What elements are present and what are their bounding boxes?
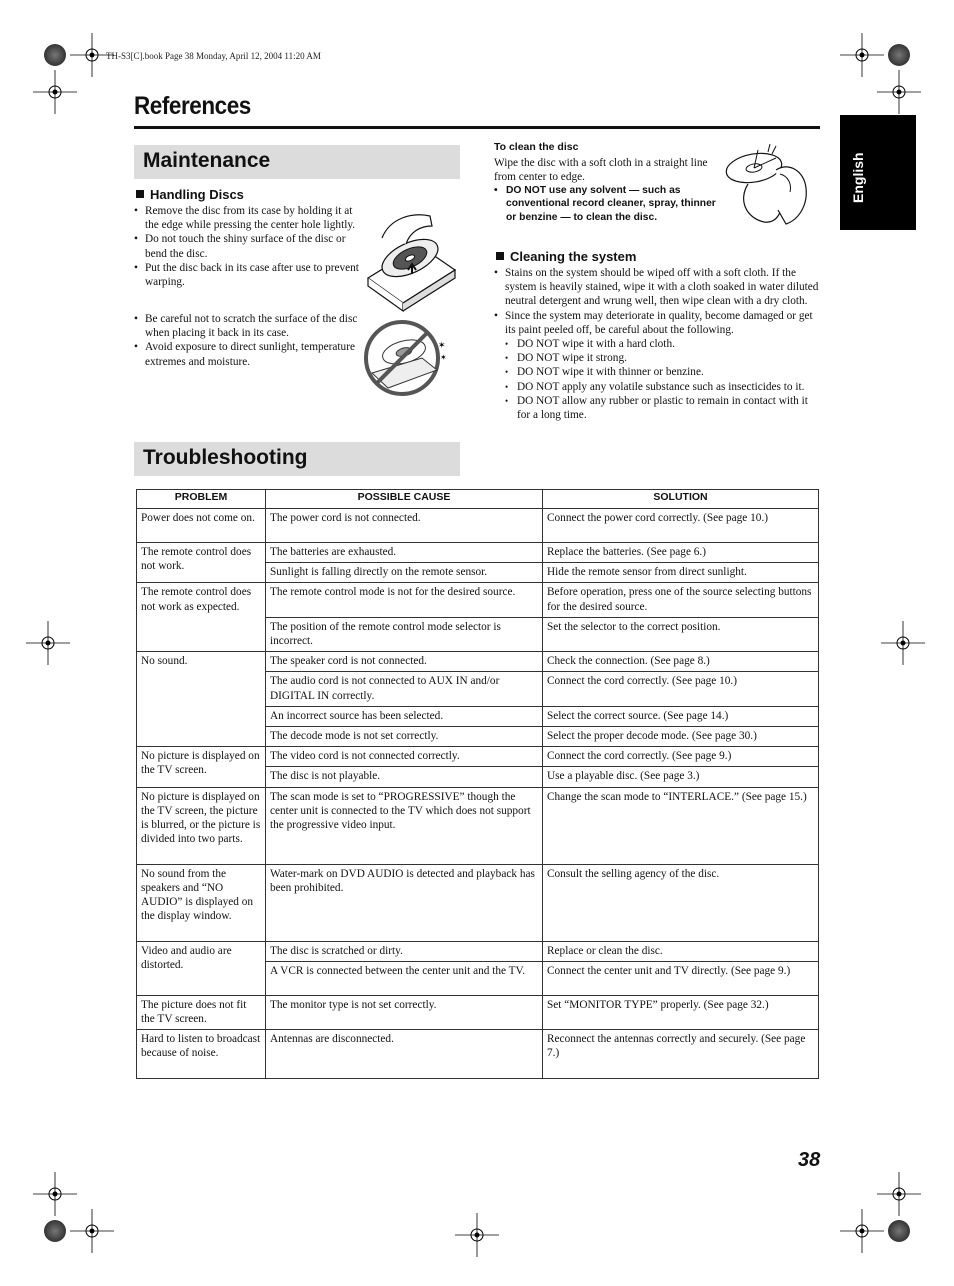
column-header-cause: POSSIBLE CAUSE (266, 490, 543, 509)
solution-cell: Select the proper decode mode. (See page 30.) (543, 727, 819, 747)
solution-cell: Consult the selling agency of the disc. (543, 864, 819, 941)
cause-cell: Sunlight is falling directly on the remote sensor. (266, 563, 543, 583)
solution-cell: Connect the cord correctly. (See page 10.) (543, 672, 819, 706)
cleaning-system-heading: Cleaning the system (496, 249, 636, 264)
solution-cell: Use a playable disc. (See page 3.) (543, 767, 819, 787)
square-bullet-icon (136, 190, 144, 198)
table-row (137, 543, 819, 563)
solution-cell: Before operation, press one of the source selecting buttons for the desired source. (543, 583, 819, 617)
handling-bullets-2 (134, 312, 359, 369)
maintenance-heading: Maintenance (143, 149, 271, 172)
solution-cell: Connect the power cord correctly. (See page 10.) (543, 509, 819, 543)
problem-cell: No sound from the speakers and “NO AUDIO” is displayed on the display window. (137, 864, 266, 941)
cause-cell: The power cord is not connected. (266, 509, 543, 543)
solution-cell: Change the scan mode to “INTERLACE.” (See page 15.) (543, 787, 819, 864)
cause-cell: The monitor type is not set correctly. (266, 995, 543, 1029)
title-rule (134, 126, 820, 129)
page-number: 38 (798, 1149, 821, 1171)
list-item: • Stains on the system should be wiped off with a soft cloth. If the system is heavily stained, wipe it with a cloth soaked in water diluted neutral detergent and wrung well, then wipe clean with a dry cloth. (494, 266, 820, 309)
troubleshooting-heading-box (134, 442, 460, 476)
solution-cell: Select the correct source. (See page 14.) (543, 706, 819, 726)
cause-cell: The scan mode is set to “PROGRESSIVE” though the center unit is connected to the TV which does not support the progressive video input. (266, 787, 543, 864)
table-row (137, 995, 819, 1029)
table-row (137, 864, 819, 941)
language-tab (840, 115, 916, 230)
list-item: • Do not touch the shiny surface of the disc or bend the disc. (134, 232, 359, 260)
problem-cell: The picture does not fit the TV screen. (137, 995, 266, 1029)
problem-cell: Hard to listen to broadcast because of noise. (137, 1030, 266, 1079)
wipe-disc-illustration (718, 140, 816, 228)
column-header-problem: PROBLEM (137, 490, 266, 509)
list-item: • DO NOT wipe it with a hard cloth. (494, 337, 820, 351)
table-row (137, 787, 819, 864)
list-item: • DO NOT allow any rubber or plastic to remain in contact with it for a long time. (494, 394, 820, 422)
do-not-scratch-illustration (362, 318, 454, 400)
list-item: • Be careful not to scratch the surface of the disc when placing it back in its case. (134, 312, 359, 340)
cleaning-system-list (494, 266, 820, 422)
problem-cell: No picture is displayed on the TV screen. (137, 747, 266, 787)
cause-cell: An incorrect source has been selected. (266, 706, 543, 726)
table-row (137, 652, 819, 672)
cause-cell: The position of the remote control mode selector is incorrect. (266, 617, 543, 651)
clean-disc-text: Wipe the disc with a soft cloth in a straight line from center to edge. (494, 157, 708, 184)
solution-cell: Replace or clean the disc. (543, 941, 819, 961)
troubleshooting-table-body (137, 509, 819, 1079)
cause-cell: The audio cord is not connected to AUX IN and/or DIGITAL IN correctly. (266, 672, 543, 706)
cause-cell: The disc is not playable. (266, 767, 543, 787)
troubleshooting-heading: Troubleshooting (143, 446, 308, 469)
problem-cell: No picture is displayed on the TV screen, the picture is blurred, or the picture is divided into two parts. (137, 787, 266, 864)
table-row (137, 747, 819, 767)
solution-cell: Connect the cord correctly. (See page 9.) (543, 747, 819, 767)
table-row (137, 509, 819, 543)
cause-cell: The remote control mode is not for the desired source. (266, 583, 543, 617)
maintenance-heading-box (134, 145, 460, 179)
handling-discs-heading: Handling Discs (136, 187, 244, 202)
clean-disc-warning: • DO NOT use any solvent — such as conventional record cleaner, spray, thinner or benzine — to clean the disc. (494, 184, 716, 224)
column-header-solution: SOLUTION (543, 490, 819, 509)
language-tab-label: English (850, 152, 866, 203)
print-metadata: TH-S3[C].book Page 38 Monday, April 12, 2004 11:20 AM (106, 51, 321, 61)
disc-in-case-illustration (360, 208, 460, 313)
handling-bullets (134, 204, 359, 289)
table-row (137, 583, 819, 617)
cause-cell: A VCR is connected between the center unit and the TV. (266, 961, 543, 995)
cause-cell: The batteries are exhausted. (266, 543, 543, 563)
list-item: • Since the system may deteriorate in quality, become damaged or get its paint peeled off, be careful about the following. (494, 309, 820, 337)
solution-cell: Reconnect the antennas correctly and securely. (See page 7.) (543, 1030, 819, 1079)
solution-cell: Set the selector to the correct position. (543, 617, 819, 651)
solution-cell: Check the connection. (See page 8.) (543, 652, 819, 672)
cause-cell: Antennas are disconnected. (266, 1030, 543, 1079)
list-item: • Put the disc back in its case after use to prevent warping. (134, 261, 359, 289)
page-title: References (134, 92, 251, 120)
list-item: • Avoid exposure to direct sunlight, temperature extremes and moisture. (134, 340, 359, 368)
cause-cell: The disc is scratched or dirty. (266, 941, 543, 961)
list-item: • DO NOT wipe it with thinner or benzine. (494, 365, 820, 379)
cause-cell: The speaker cord is not connected. (266, 652, 543, 672)
clean-disc-heading: To clean the disc (494, 141, 579, 153)
solution-cell: Connect the center unit and TV directly. (See page 9.) (543, 961, 819, 995)
problem-cell: No sound. (137, 652, 266, 747)
svg-text:✶: ✶ (438, 341, 446, 351)
list-item: • DO NOT apply any volatile substance such as insecticides to it. (494, 380, 820, 394)
problem-cell: The remote control does not work as expected. (137, 583, 266, 652)
troubleshooting-table (136, 489, 819, 1079)
cause-cell: The video cord is not connected correctly. (266, 747, 543, 767)
svg-text:✶: ✶ (440, 353, 447, 362)
problem-cell: The remote control does not work. (137, 543, 266, 583)
list-item: • Remove the disc from its case by holding it at the edge while pressing the center hole lightly. (134, 204, 359, 232)
table-row (137, 1030, 819, 1079)
table-row (137, 941, 819, 961)
problem-cell: Video and audio are distorted. (137, 941, 266, 995)
cause-cell: The decode mode is not set correctly. (266, 727, 543, 747)
solution-cell: Hide the remote sensor from direct sunlight. (543, 563, 819, 583)
solution-cell: Set “MONITOR TYPE” properly. (See page 32.) (543, 995, 819, 1029)
problem-cell: Power does not come on. (137, 509, 266, 543)
table-header-row (137, 490, 819, 509)
list-item: • DO NOT wipe it strong. (494, 351, 820, 365)
cause-cell: Water-mark on DVD AUDIO is detected and playback has been prohibited. (266, 864, 543, 941)
solution-cell: Replace the batteries. (See page 6.) (543, 543, 819, 563)
square-bullet-icon (496, 252, 504, 260)
